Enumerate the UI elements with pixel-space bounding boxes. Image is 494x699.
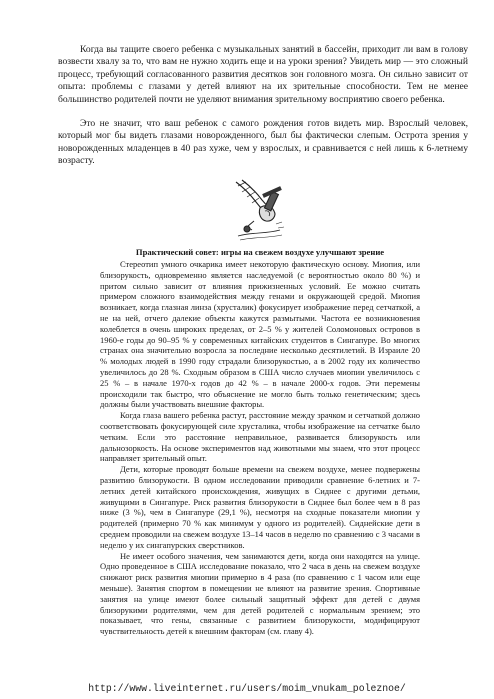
- tip-heading: Практический совет: игры на свежем воздухе улучшают зрение: [135, 247, 385, 257]
- tip-paragraph-4: Не имеет особого значения, чем занимаются дети, когда они находятся на улице. Одно проведенное в США исследование показало, что 2 часа в день на свежем воздухе снижают риск развития миопии примерно в 4 раза (по сравнению с 1 часом или еще меньше). Занятия спортом в помещении не влияют на развитие зрения. Спортивные занятия на улице имеют более сильный защитный эффект для детей с двумя близорукими родителями, чем для детей родителей с нормальным зрением; это показывает, что гены, связанные с развитием близорукости, модифицируют чувствительность детей к внешним факторам (см. главу 4).: [100, 550, 420, 637]
- practical-tip-box: [100, 247, 420, 637]
- intro-paragraph-1: Когда вы тащите своего ребенка с музыкальных занятий в бассейн, приходит ли вам в голову возвести хвалу за то, что вам не нужно ходить еще и на уроки зрения? Увидеть мир — это сложный процесс, требующий согласованного развития десятков зон головного мозга. Он сильно зависит от опыта: проблемы с глазами у детей влияют на их зрительные способности. Тем не менее большинство родителей почти не уделяют внимания зрительному восприятию своего ребенка.: [58, 44, 468, 105]
- footer-url: http://www.liveinternet.ru/users/moim_vnukam_poleznoe/: [88, 683, 406, 694]
- tip-paragraph-2: Когда глаза вашего ребенка растут, расстояние между зрачком и сетчаткой должно соответствовать фокусирующей силе хрусталика, чтобы изображение на сетчатке было четким. Если это расстояние неправильное, развивается близорукость или дальнозоркость. На основе экспериментов над животными мы знаем, что этот процесс направляет зрительный опыт.: [100, 410, 420, 464]
- tip-paragraph-3: Дети, которые проводят больше времени на свежем воздухе, менее подвержены развитию близорукости. В одном исследовании приводили сравнение 6-летних и 7-летних детей китайского происхождения, живущих в Сиднее с другими детьми, живущими в Сингапуре. Риск развития близорукости в Сиднее был более чем в 8 раз ниже (3 %), чем в Сингапуре (29,1 %), несмотря на сходные показатели миопии у родителей (примерно 70 % как минимум у одного из родителей). Сиднейские дети в среднем проводили на свежем воздухе 13–14 часов в неделю по сравнению с 3 часами в неделю у их сингапурских сверстников.: [100, 464, 420, 550]
- tip-paragraph-1: Стереотип умного очкарика имеет некоторую фактическую основу. Миопия, или близорукость, одновременно является наследуемой (с вероятностью около 80 %) и притом сильно зависит от влияния прижизненных условий. Ее можно считать примером сложного взаимодействия между генами и окружающей средой. Миопия возникает, когда глазная линза (хрусталик) фокусирует изображение перед сетчаткой, а не на ней, отчего далекие объекты кажутся размытыми. Частота ее возникновения колеблется в очень широких пределах, от 2–5 % у жителей Соломоновых островов в 1960-е годы до 90–95 % у современных китайских студентов в Сингапуре. Во многих странах она значительно возросла за последние несколько десятилетий. В Израиле 20 % молодых людей в 1990 году страдали близорукостью, а в 2002 году их количество увеличилось до 28 %. Сходным образом в США число случаев миопии увеличилось с 25 % – в начале 1970-х годов до 42 % – в начале 2000-х годов. Эти перемены происходили так быстро, что объяснение не могло быть только генетическим; здесь должны были участвовать внешние факторы.: [100, 259, 420, 410]
- intro-paragraph-2: Это не значит, что ваш ребенок с самого рождения готов видеть мир. Взрослый человек, который мог бы видеть глазами новорожденного, был бы фактически слепым. Острота зрения у новорожденных младенцев в 40 раз хуже, чем у взрослых, и сравнивается с ней лишь к 6-летнему возрасту.: [58, 118, 468, 167]
- hand-hammering-nail-icon: [232, 178, 290, 242]
